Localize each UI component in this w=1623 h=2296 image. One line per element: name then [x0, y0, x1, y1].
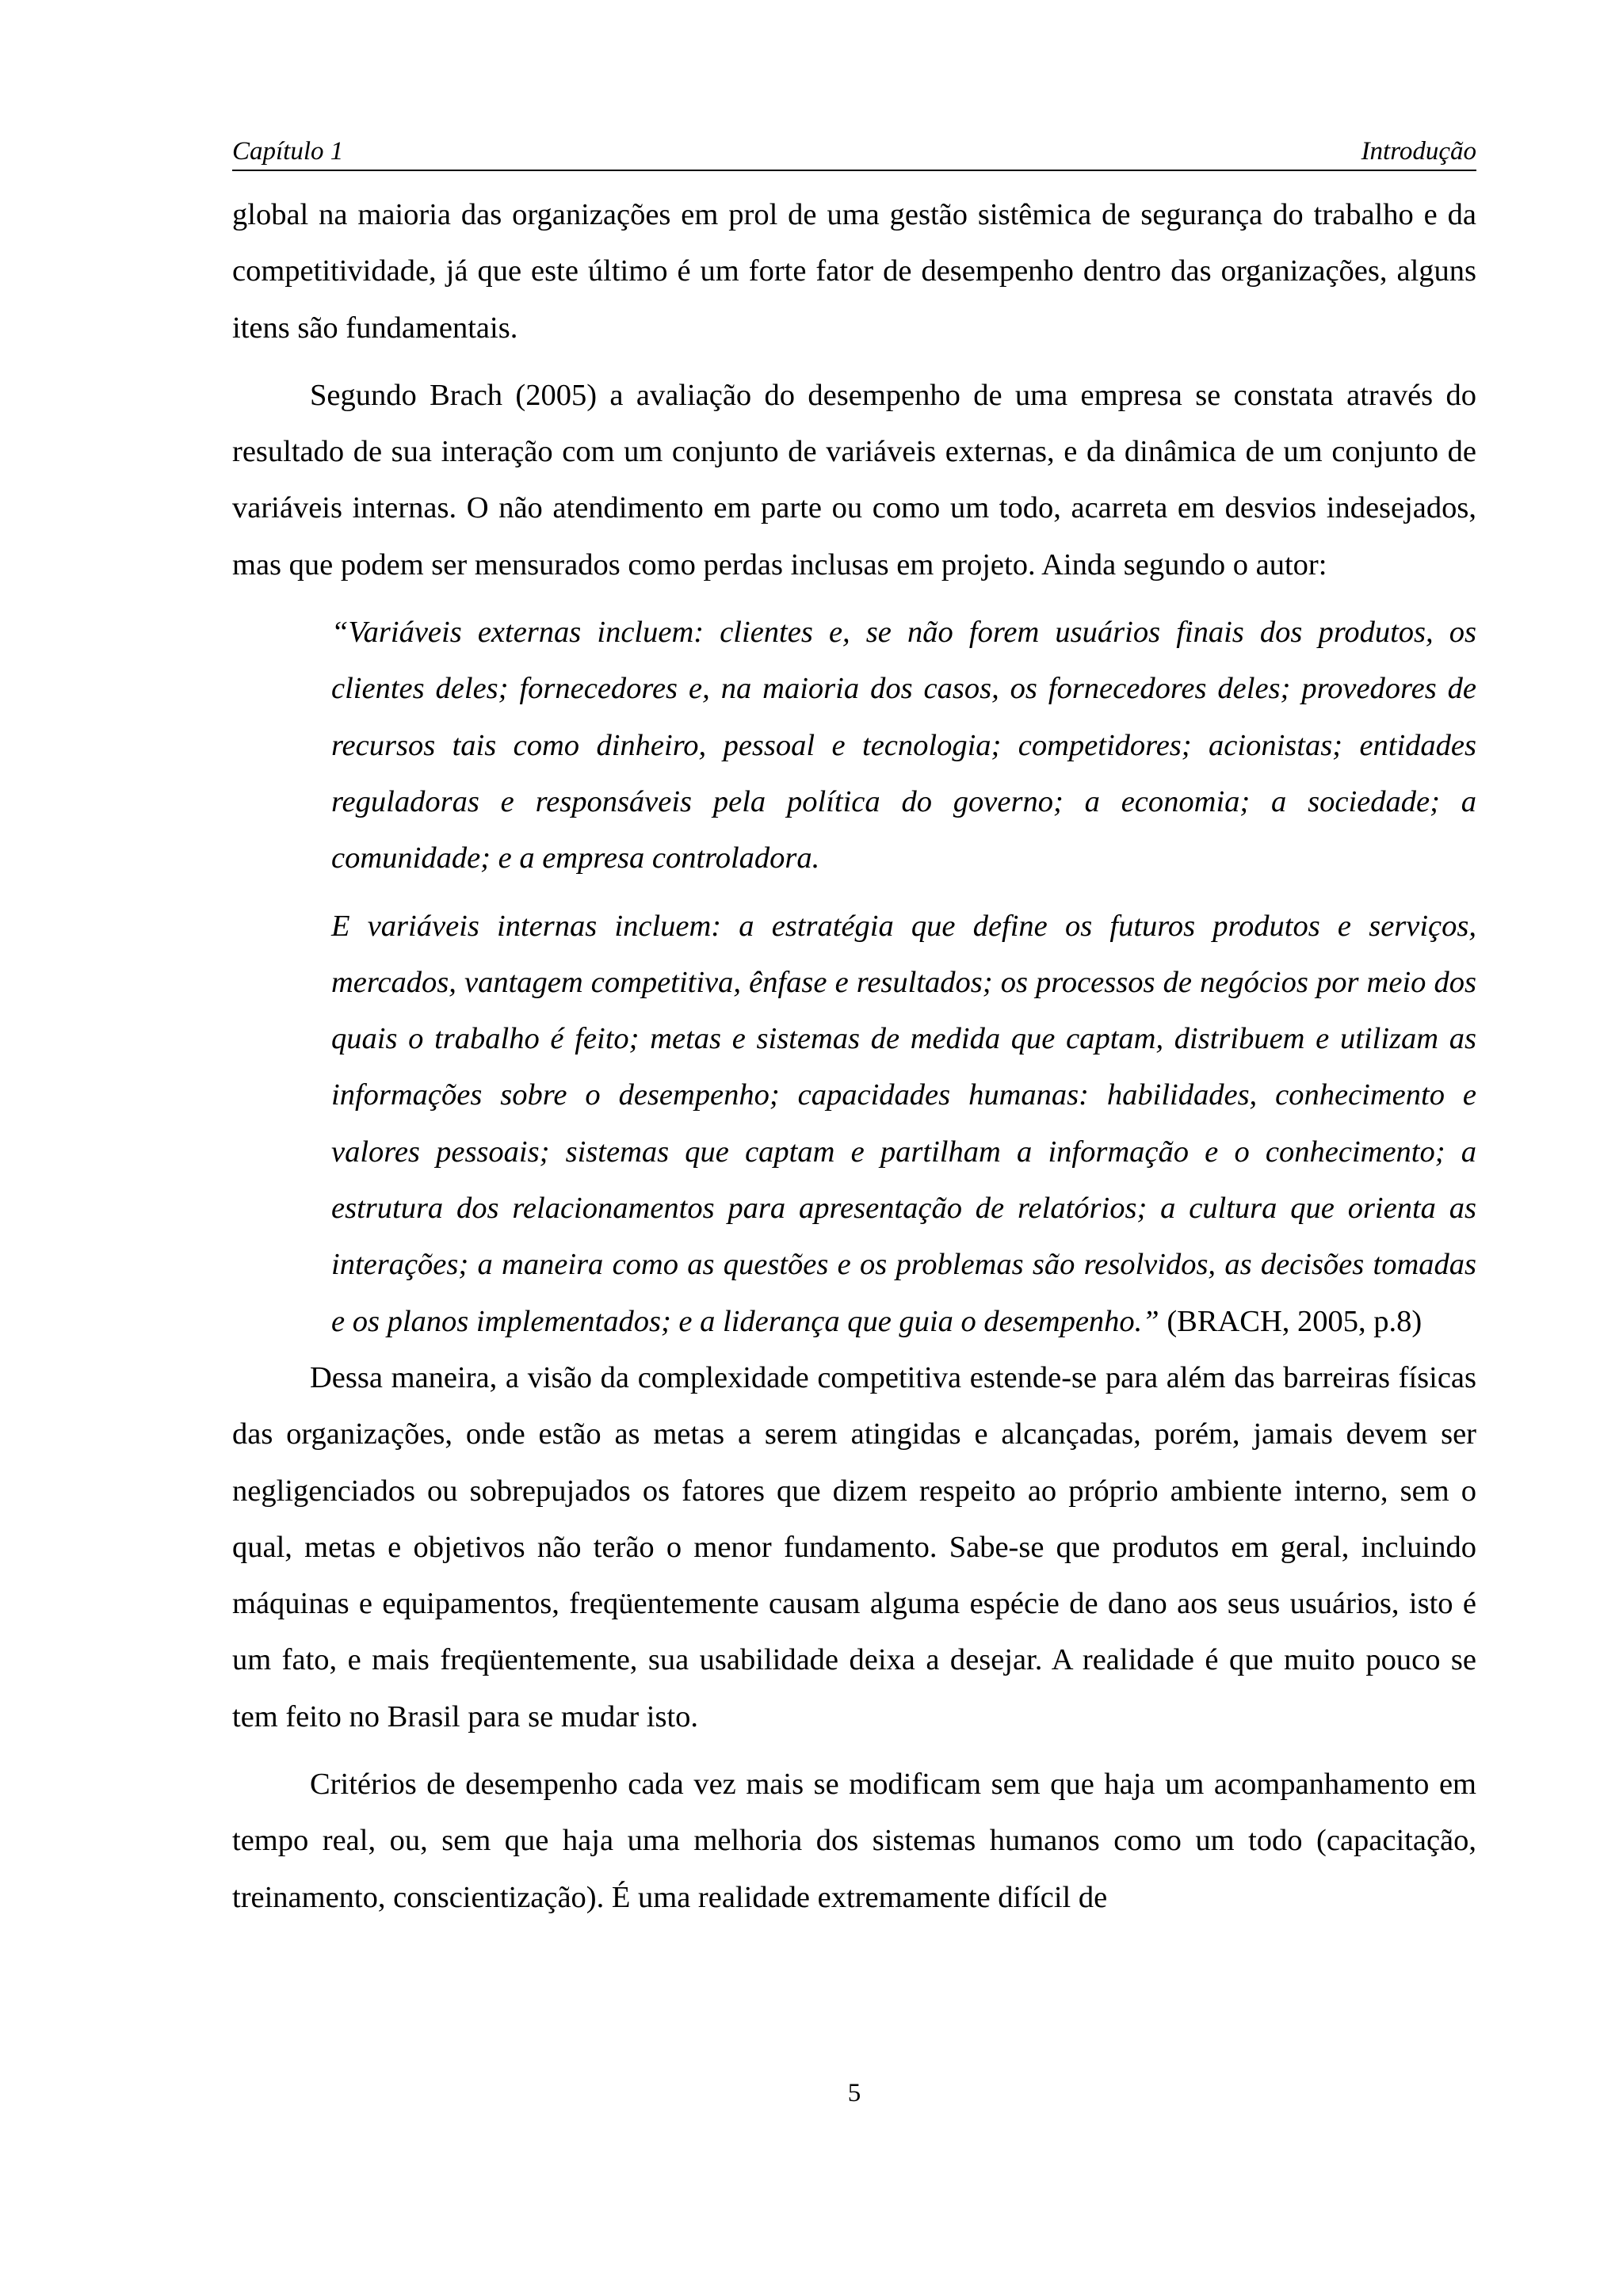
document-page: [232, 0, 1476, 2296]
header-chapter: Capítulo 1: [232, 137, 344, 166]
header-section-title: Introdução: [1361, 137, 1476, 166]
block-quote-external-variables: “Variáveis externas incluem: clientes e, se não forem usuários finais dos produtos, os clientes deles; fornecedores e, na maioria dos casos, os fornecedores deles; provedores de recursos tais como dinheiro, pessoal e tecnologia; competidores; acionistas; entidades reguladoras e responsáveis pela política do governo; a economia; a sociedade; a comunidade; e a empresa controladora.: [331, 616, 1476, 875]
paragraph-performance-criteria: Critérios de desempenho cada vez mais se modificam sem que haja um acompanhamento em tempo real, ou, sem que haja uma melhoria dos sistemas humanos como um todo (capacitação, treinamento, conscientização). É uma realidade extremamente difícil de: [232, 1768, 1476, 1914]
paragraph-continuation: global na maioria das organizações em prol de uma gestão sistêmica de segurança do trabalho e da competitividade, já que este último é um forte fator de desempenho dentro das organizações, alguns itens são fundamentais.: [232, 198, 1476, 345]
page-number: 5: [847, 2079, 861, 2107]
running-header: [232, 133, 1476, 171]
block-quote-internal-text: E variáveis internas incluem: a estratégia que define os futuros produtos e serviços, mercados, vantagem competitiva, ênfase e resultados; os processos de negócios por meio dos quais o trabalho é feito; metas e sistemas de medida que captam, distribuem e utilizam as informações sobre o desempenho; capacidades humanas: habilidades, conhecimento e valores pessoais; sistemas que captam e partilham a informação e o conhecimento; a estrutura dos relacionamentos para apresentação de relatórios; a cultura que orienta as interações; a maneira como as questões e os problemas são resolvidos, as decisões tomadas e os planos implementados; e a liderança que guia o desempenho.”: [331, 909, 1476, 1338]
paragraph-complexity: Dessa maneira, a visão da complexidade competitiva estende-se para além das barreiras físicas das organizações, onde estão as metas a serem atingidas e alcançadas, porém, jamais devem ser negligenciados ou sobrepujados os fatores que dizem respeito ao próprio ambiente interno, sem o qual, metas e objetivos não terão o menor fundamento. Sabe-se que produtos em geral, incluindo máquinas e equipamentos, freqüentemente causam alguma espécie de dano aos seus usuários, isto é um fato, e mais freqüentemente, sua usabilidade deixa a desejar. A realidade é que muito pouco se tem feito no Brasil para se mudar isto.: [232, 1360, 1476, 1733]
block-quote-internal-variables: [331, 898, 1476, 1350]
block-quote-citation: (BRACH, 2005, p.8): [1159, 1304, 1423, 1338]
body-text: [232, 187, 1476, 1926]
paragraph-brach-intro: Segundo Brach (2005) a avaliação do desempenho de uma empresa se constata através do resultado de sua interação com um conjunto de variáveis externas, e da dinâmica de um conjunto de variáveis internas. O não atendimento em parte ou como um todo, acarreta em desvios indesejados, mas que podem ser mensurados como perdas inclusas em projeto. Ainda segundo o autor:: [232, 378, 1476, 582]
